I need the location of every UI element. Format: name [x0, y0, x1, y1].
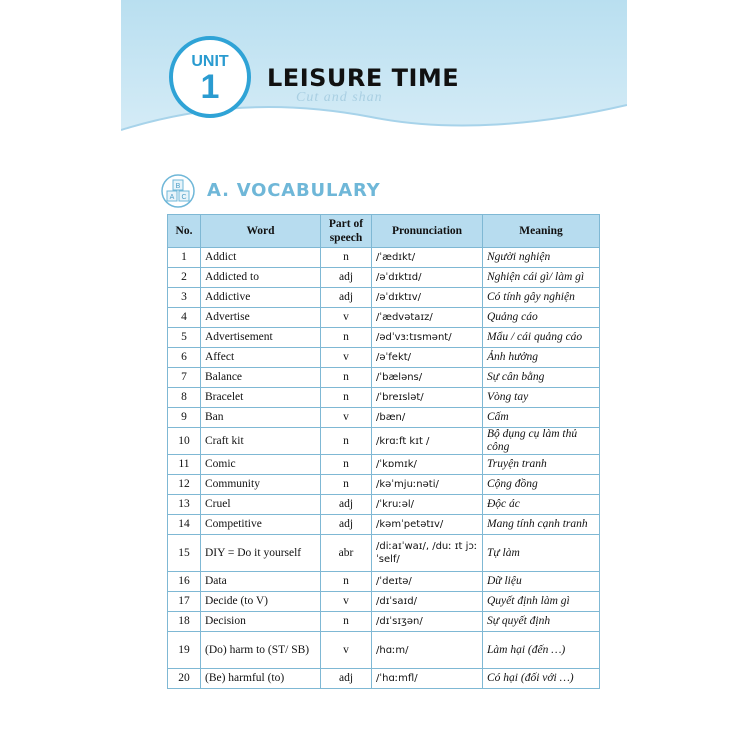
cell-no: 4	[168, 308, 201, 328]
table-row	[168, 475, 600, 495]
cell-part-of-speech: v	[321, 408, 372, 428]
cell-pronunciation: /ˈbreɪslət/	[372, 388, 483, 408]
cell-part-of-speech: n	[321, 428, 372, 455]
cell-meaning: Có hại (đối với …)	[483, 669, 600, 689]
cell-pronunciation: /dɪˈsɪʒən/	[372, 612, 483, 632]
cell-word: Data	[201, 572, 321, 592]
cell-word: Decide (to V)	[201, 592, 321, 612]
cell-part-of-speech: abr	[321, 535, 372, 572]
cell-meaning: Quảng cáo	[483, 308, 600, 328]
cell-no: 11	[168, 455, 201, 475]
cell-pronunciation: /diːaɪˈwaɪ/, /duː ɪt jɔːˈself/	[372, 535, 483, 572]
cell-pronunciation: /dɪˈsaɪd/	[372, 592, 483, 612]
cell-part-of-speech: n	[321, 455, 372, 475]
cell-word: Affect	[201, 348, 321, 368]
cell-meaning: Làm hại (đến …)	[483, 632, 600, 669]
cell-no: 13	[168, 495, 201, 515]
cell-pronunciation: /ˈhɑːmfl/	[372, 669, 483, 689]
cell-meaning: Nghiện cái gì/ làm gì	[483, 268, 600, 288]
cell-meaning: Người nghiện	[483, 248, 600, 268]
column-header-no: No.	[168, 215, 201, 248]
table-row	[168, 572, 600, 592]
cell-pronunciation: /əˈfekt/	[372, 348, 483, 368]
cell-pronunciation: /ˈbæləns/	[372, 368, 483, 388]
cell-no: 3	[168, 288, 201, 308]
cell-part-of-speech: adj	[321, 669, 372, 689]
cell-part-of-speech: n	[321, 248, 372, 268]
cell-pronunciation: /ˈkɒmɪk/	[372, 455, 483, 475]
cell-word: Comic	[201, 455, 321, 475]
cell-part-of-speech: adj	[321, 515, 372, 535]
cell-no: 12	[168, 475, 201, 495]
cell-part-of-speech: n	[321, 572, 372, 592]
vocabulary-table	[167, 214, 600, 689]
unit-badge	[169, 36, 251, 118]
column-header-part-of-speech: Part of speech	[321, 215, 372, 248]
table-row	[168, 428, 600, 455]
svg-text:C: C	[181, 194, 187, 201]
cell-part-of-speech: v	[321, 348, 372, 368]
cell-pronunciation: /kəˈmjuːnəti/	[372, 475, 483, 495]
cell-word: Bracelet	[201, 388, 321, 408]
unit-label: UNIT	[191, 53, 229, 70]
cell-word: Advertisement	[201, 328, 321, 348]
cell-no: 7	[168, 368, 201, 388]
cell-pronunciation: /ədˈvɜːtɪsmənt/	[372, 328, 483, 348]
cell-no: 5	[168, 328, 201, 348]
cell-meaning: Cấm	[483, 408, 600, 428]
abc-blocks-icon	[161, 174, 195, 208]
cell-no: 14	[168, 515, 201, 535]
cell-meaning: Mẩu / cái quảng cáo	[483, 328, 600, 348]
table-row	[168, 288, 600, 308]
unit-header-band	[121, 0, 627, 150]
cell-pronunciation: /ˈdeɪtə/	[372, 572, 483, 592]
cell-pronunciation: /kəmˈpetətɪv/	[372, 515, 483, 535]
cell-pronunciation: /ˈædɪkt/	[372, 248, 483, 268]
cell-pronunciation: /ˈædvətaɪz/	[372, 308, 483, 328]
cell-pronunciation: /ˈkruːəl/	[372, 495, 483, 515]
column-header-meaning: Meaning	[483, 215, 600, 248]
cell-pronunciation: /bæn/	[372, 408, 483, 428]
table-row	[168, 348, 600, 368]
cell-part-of-speech: v	[321, 632, 372, 669]
cell-word: Advertise	[201, 308, 321, 328]
table-row	[168, 632, 600, 669]
cell-no: 10	[168, 428, 201, 455]
unit-title: LEISURE TIME	[267, 64, 460, 92]
cell-word: Competitive	[201, 515, 321, 535]
cell-part-of-speech: n	[321, 475, 372, 495]
cell-word: DIY = Do it yourself	[201, 535, 321, 572]
cell-no: 16	[168, 572, 201, 592]
cell-meaning: Ảnh hưởng	[483, 348, 600, 368]
cell-word: Addictive	[201, 288, 321, 308]
cell-no: 15	[168, 535, 201, 572]
cell-part-of-speech: adj	[321, 495, 372, 515]
cell-meaning: Có tính gây nghiện	[483, 288, 600, 308]
cell-no: 2	[168, 268, 201, 288]
cell-meaning: Sự quyết định	[483, 612, 600, 632]
cell-part-of-speech: n	[321, 328, 372, 348]
cell-word: Ban	[201, 408, 321, 428]
cell-no: 17	[168, 592, 201, 612]
table-header-row	[168, 215, 600, 248]
column-header-pronunciation: Pronunciation	[372, 215, 483, 248]
cell-word: (Do) harm to (ST/ SB)	[201, 632, 321, 669]
cell-meaning: Vòng tay	[483, 388, 600, 408]
svg-text:B: B	[175, 183, 181, 190]
cell-word: (Be) harmful (to)	[201, 669, 321, 689]
table-row	[168, 328, 600, 348]
cell-pronunciation: /hɑːm/	[372, 632, 483, 669]
table-row	[168, 515, 600, 535]
cell-meaning: Quyết định làm gì	[483, 592, 600, 612]
cell-no: 20	[168, 669, 201, 689]
cell-word: Community	[201, 475, 321, 495]
cell-meaning: Mang tính cạnh tranh	[483, 515, 600, 535]
cell-part-of-speech: adj	[321, 268, 372, 288]
table-row	[168, 268, 600, 288]
cell-part-of-speech: n	[321, 388, 372, 408]
column-header-word: Word	[201, 215, 321, 248]
cell-part-of-speech: n	[321, 368, 372, 388]
table-row	[168, 388, 600, 408]
table-row	[168, 612, 600, 632]
cell-no: 1	[168, 248, 201, 268]
unit-number: 1	[200, 68, 220, 106]
table-row	[168, 669, 600, 689]
cell-pronunciation: /krɑːft kɪt /	[372, 428, 483, 455]
cell-word: Decision	[201, 612, 321, 632]
cell-meaning: Độc ác	[483, 495, 600, 515]
cell-no: 6	[168, 348, 201, 368]
svg-text:A: A	[169, 194, 175, 201]
table-row	[168, 535, 600, 572]
cell-word: Addicted to	[201, 268, 321, 288]
cell-meaning: Dữ liệu	[483, 572, 600, 592]
table-row	[168, 455, 600, 475]
cell-pronunciation: /əˈdɪktɪv/	[372, 288, 483, 308]
cell-part-of-speech: v	[321, 592, 372, 612]
cell-part-of-speech: n	[321, 612, 372, 632]
section-title: A. VOCABULARY	[207, 180, 381, 201]
cell-no: 8	[168, 388, 201, 408]
cell-meaning: Tự làm	[483, 535, 600, 572]
cell-word: Addict	[201, 248, 321, 268]
table-row	[168, 368, 600, 388]
cell-no: 9	[168, 408, 201, 428]
header-watermark-text: Cut and shan	[296, 90, 383, 105]
textbook-page	[121, 0, 627, 750]
cell-meaning: Bộ dụng cụ làm thủ công	[483, 428, 600, 455]
table-row	[168, 495, 600, 515]
cell-no: 19	[168, 632, 201, 669]
table-row	[168, 592, 600, 612]
cell-pronunciation: /əˈdɪktɪd/	[372, 268, 483, 288]
cell-part-of-speech: v	[321, 308, 372, 328]
cell-no: 18	[168, 612, 201, 632]
cell-word: Balance	[201, 368, 321, 388]
cell-part-of-speech: adj	[321, 288, 372, 308]
cell-word: Cruel	[201, 495, 321, 515]
table-row	[168, 408, 600, 428]
cell-meaning: Sự cân bằng	[483, 368, 600, 388]
table-row	[168, 308, 600, 328]
cell-word: Craft kit	[201, 428, 321, 455]
cell-meaning: Cộng đồng	[483, 475, 600, 495]
table-row	[168, 248, 600, 268]
cell-meaning: Truyện tranh	[483, 455, 600, 475]
